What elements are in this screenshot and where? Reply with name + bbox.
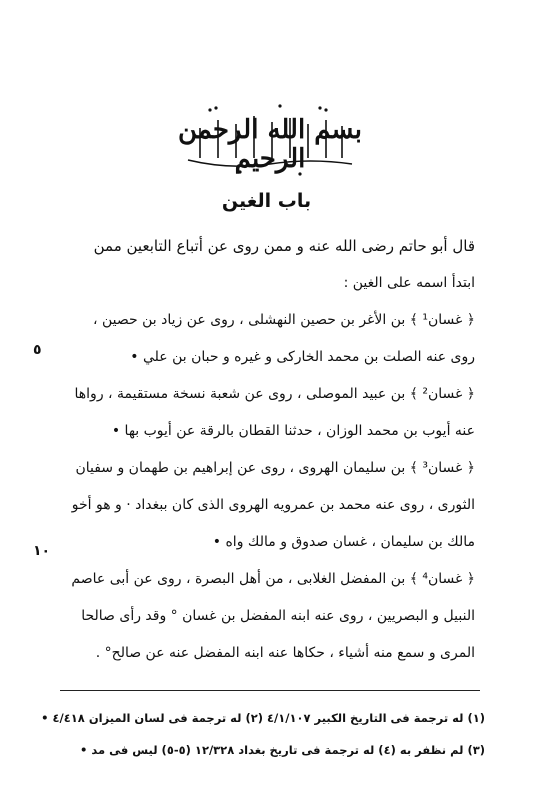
line-number-5: ٥ (33, 342, 42, 358)
text-line: روى عنه الصلت بن محمد الخاركى و غيره و حبان بن علي • (130, 349, 475, 365)
footnote-line: (٣) لم نظفر به (٤) له ترجمة فى تاريخ بغداد ١٢/٣٢٨ (٥-٥) ليس فى مد • (79, 743, 485, 757)
text-line: ﴿ غسان³ ﴾ بن سليمان الهروى ، روى عن إبراهيم بن طهمان و سفيان (75, 460, 475, 476)
text-line: عنه أيوب بن محمد الوزان ، حدثنا القطان بالرقة عن أيوب بها • (111, 423, 475, 439)
main-text (58, 228, 475, 672)
text-line: المرى و سمع منه أشياء ، حكاها عنه ابنه المفضل عنه عن صالح° . (95, 645, 475, 661)
chapter-title: باب الغين (221, 190, 312, 212)
text-line: ﴿ غسان⁴ ﴾ بن المفضل الغلابى ، من أهل البصرة ، روى عن أبى عاصم (71, 571, 475, 587)
footnote-divider (60, 690, 480, 691)
text-line: قال أبو حاتم رضى الله عنه و ممن روى عن أتباع التابعين ممن (93, 237, 475, 255)
text-line: مالك بن سليمان ، غسان صدوق و مالك واه • (212, 534, 475, 550)
line-number-10: ١٠ (33, 543, 51, 559)
text-line: ابتدأ اسمه على الغين : (343, 275, 475, 291)
footnote-line: (١) له ترجمة فى التاريخ الكبير ٤/١/١٠٧ (٢) له ترجمة فى لسان الميزان ٤/٤١٨ • (41, 711, 485, 725)
text-line: ﴿ غسان¹ ﴾ بن الأغر بن حصين النهشلى ، روى عن زياد بن حصين ، (93, 312, 475, 328)
basmala-calligraphy (170, 98, 370, 180)
text-line: النبيل و البصريين ، روى عنه ابنه المفضل بن غسان ° وقد رأى صالحا (81, 608, 475, 624)
basmala-text: بسم الله الرحمن الرحيم (178, 115, 362, 174)
text-line: ﴿ غسان² ﴾ بن عبيد الموصلى ، روى عن شعبة نسخة مستقيمة ، رواها (74, 386, 475, 402)
footnotes (41, 702, 485, 766)
text-line: الثورى ، روى عنه محمد بن عمرويه الهروى الذى كان ببغداد · و هو أخو (71, 497, 475, 513)
